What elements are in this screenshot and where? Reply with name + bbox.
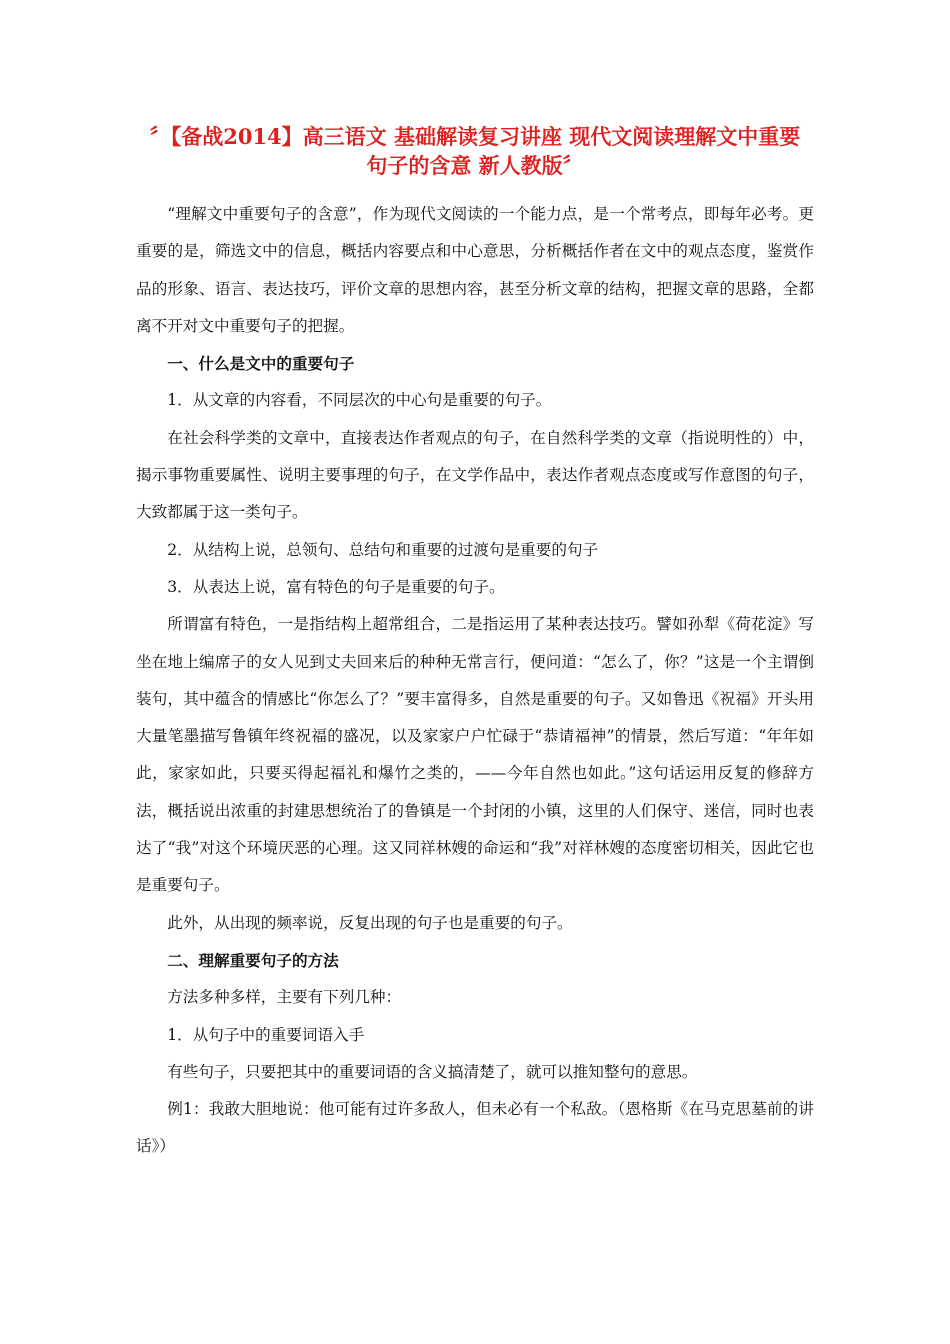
section-heading-2: 二、理解重要句子的方法 xyxy=(167,950,339,970)
document-page xyxy=(136,122,814,1166)
method-1-paragraph: 1．从句子中的重要词语入手 xyxy=(167,1025,365,1044)
method-1-detail-paragraph: 有些句子，只要把其中的重要词语的含义搞清楚了，就可以推知整句的意思。 xyxy=(167,1062,698,1081)
methods-intro-paragraph: 方法多种多样，主要有下列几种： xyxy=(167,988,402,1007)
example-1-paragraph: 例1：我敢大胆地说：他可能有过许多敌人，但未必有一个私敌。（恩格斯《在马克思墓前的讲话》） xyxy=(136,1100,814,1156)
intro-paragraph: “理解文中重要句子的含意”，作为现代文阅读的一个能力点，是一个常考点，即每年必考。更重要的是，筛选文中的信息，概括内容要点和中心意思，分析概括作者在文中的观点态度，鉴赏作品的形象、语言、表达技巧，评价文章的思想内容，甚至分析文章的结构，把握文章的思路，全都离不开对文中重要句子的把握。 xyxy=(136,205,814,335)
point-2-paragraph: 2．从结构上说，总领句、总结句和重要的过渡句是重要的句子 xyxy=(167,540,599,559)
point-1-paragraph: 1．从文章的内容看，不同层次的中心句是重要的句子。 xyxy=(167,391,552,410)
point-1-detail-paragraph: 在社会科学类的文章中，直接表达作者观点的句子，在自然科学类的文章（指说明性的）中，揭示事物重要属性、说明主要事理的句子，在文学作品中，表达作者观点态度或写作意图的句子，大致都属于这一类句子。 xyxy=(136,428,814,522)
point-3-detail-paragraph: 所谓富有特色，一是指结构上超常组合，二是指运用了某种表达技巧。譬如孙犁《荷花淀》写坐在地上编席子的女人见到丈夫回来后的种种无常言行，便问道：“怎么了，你？”这是一个主谓倒装句，其中蕴含的情感比“你怎么了？”要丰富得多，自然是重要的句子。又如鲁迅《祝福》开头用大量笔墨描写鲁镇年终祝福的盛况，以及家家户户忙碌于“恭请福神”的情景，然后写道：“年年如此，家家如此，只要买得起福礼和爆竹之类的，——今年自然也如此。”这句话运用反复的修辞方法，概括说出浓重的封建思想统治了的鲁镇是一个封闭的小镇，这里的人们保守、迷信，同时也表达了“我”对这个环境厌恶的心理。这又同祥林嫂的命运和“我”对祥林嫂的态度密切相关，因此它也是重要句子。 xyxy=(136,615,814,895)
document-title: 〞【备战2014】高三语文 基础解读复习讲座 现代文阅读理解文中重要句子的含意 新人教版〞 xyxy=(149,124,801,178)
point-3-paragraph: 3．从表达上说，富有特色的句子是重要的句子。 xyxy=(167,577,505,596)
frequency-paragraph: 此外，从出现的频率说，反复出现的句子也是重要的句子。 xyxy=(167,913,573,932)
section-heading-1: 一、什么是文中的重要句子 xyxy=(167,354,355,374)
